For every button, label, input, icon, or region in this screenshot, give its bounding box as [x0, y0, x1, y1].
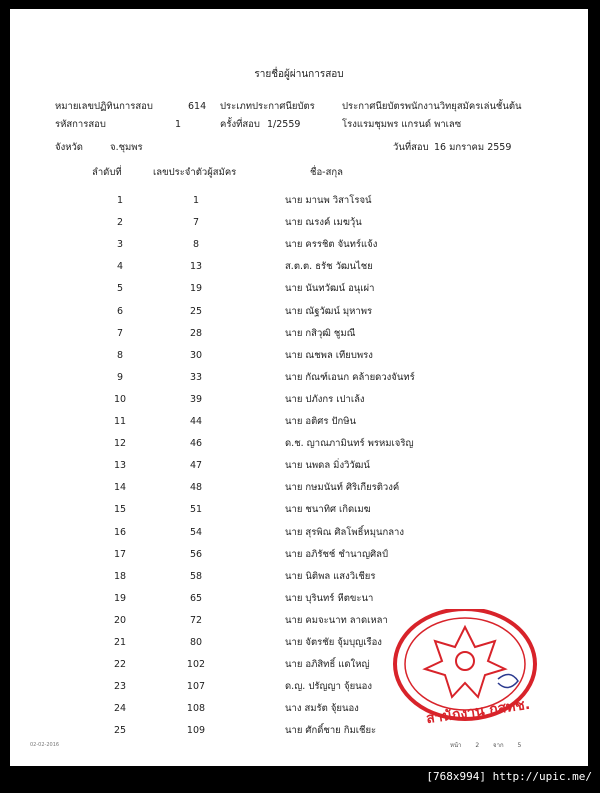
row-applicant-id: 54	[189, 526, 203, 538]
row-name: นาย ครรชิต จันทร์แจ้ง	[285, 239, 378, 251]
table-row	[10, 349, 588, 363]
row-order: 20	[113, 614, 127, 626]
date-value: 16 มกราคม 2559	[434, 142, 512, 153]
row-applicant-id: 108	[186, 703, 206, 715]
row-applicant-id: 72	[189, 614, 203, 626]
table-row	[10, 503, 588, 517]
nbtc-seal-icon	[380, 609, 560, 729]
row-order: 4	[116, 261, 124, 273]
row-order: 9	[116, 371, 124, 383]
round-value: 1/2559	[267, 119, 301, 130]
row-order: 22	[113, 659, 127, 671]
row-applicant-id: 102	[186, 659, 206, 671]
row-applicant-id: 25	[189, 305, 203, 317]
row-order: 10	[113, 393, 127, 405]
row-name: นาย ณรงค์ เมฆวุ้น	[285, 217, 362, 229]
row-name: นาง สมรัต จุ้ยนอง	[285, 703, 359, 715]
row-name: นาย คมจะนาท ลาดเหลา	[285, 614, 388, 626]
row-name: นาย อติศร ปักษิน	[285, 416, 356, 427]
row-applicant-id: 58	[189, 570, 203, 582]
row-order: 16	[113, 526, 127, 538]
table-row	[10, 327, 588, 341]
row-order: 17	[113, 548, 127, 560]
table-row	[10, 459, 588, 473]
row-name: นาย กัณฑ์เอนก คล้ายดวงจันทร์	[285, 371, 415, 383]
row-name: นาย ณัฐวัฒน์ มุหาพร	[285, 305, 373, 317]
row-applicant-id: 8	[192, 239, 200, 251]
table-row	[10, 415, 588, 429]
row-order: 23	[113, 681, 127, 693]
row-applicant-id: 80	[189, 637, 203, 648]
column-header-order: ลำดับที่	[92, 167, 122, 178]
row-applicant-id: 109	[186, 725, 206, 737]
row-applicant-id: 47	[189, 460, 203, 472]
row-name: นาย ปภังกร เปาเล้ง	[285, 393, 365, 405]
code-label: รหัสการสอบ	[55, 119, 106, 130]
row-order: 8	[116, 349, 124, 361]
footer-date: 02-02-2016	[30, 742, 60, 748]
row-order: 12	[113, 438, 127, 450]
type-value: ประกาศนียบัตรพนักงานวิทยุสมัครเล่นชั้นต้น	[342, 101, 522, 112]
row-applicant-id: 56	[189, 548, 203, 560]
row-name: นาย กษมนันท์ ศิริเกียรติวงค์	[285, 482, 400, 494]
row-order: 1	[116, 195, 124, 206]
row-name: นาย นพดล มิ่งวิวัฒน์	[285, 460, 370, 472]
province-label: จังหวัด	[55, 142, 83, 153]
table-row	[10, 526, 588, 540]
row-order: 18	[113, 570, 127, 582]
row-name: นาย ศักดิ์ชาย กิมเชียะ	[285, 725, 377, 737]
row-order: 3	[116, 239, 124, 251]
row-name: นาย กสิวุฒิ ชูมณี	[285, 327, 356, 339]
table-row	[10, 371, 588, 385]
row-applicant-id: 46	[189, 438, 203, 450]
row-applicant-id: 44	[189, 416, 203, 427]
table-row	[10, 238, 588, 252]
row-applicant-id: 28	[189, 327, 203, 339]
table-row	[10, 570, 588, 584]
row-order: 21	[113, 637, 127, 648]
row-name: นาย อภิสิทธิ์ แดใหญ่	[285, 659, 370, 671]
row-order: 2	[116, 217, 124, 229]
row-order: 11	[113, 416, 127, 427]
row-applicant-id: 39	[189, 393, 203, 405]
table-row	[10, 548, 588, 562]
row-order: 19	[113, 592, 127, 604]
row-name: นาย มานพ วิสาโรจน์	[285, 195, 372, 206]
row-applicant-id: 7	[192, 217, 200, 229]
row-applicant-id: 107	[186, 681, 206, 693]
row-name: นาย ชนาทิศ เกิดเมฆ	[285, 504, 371, 516]
row-order: 5	[116, 283, 124, 295]
table-row	[10, 282, 588, 296]
row-name: ด.ญ. ปรัญญา จุ้ยนอง	[285, 681, 372, 693]
row-applicant-id: 33	[189, 371, 203, 383]
table-row	[10, 437, 588, 451]
row-name: นาย ณชพล เทียบพรง	[285, 349, 373, 361]
row-applicant-id: 48	[189, 482, 203, 494]
row-applicant-id: 51	[189, 504, 203, 516]
table-row	[10, 592, 588, 606]
row-applicant-id: 65	[189, 592, 203, 604]
column-header-name: ชื่อ-สกุล	[310, 167, 343, 178]
reg-label: หมายเลขปฏิทินการสอบ	[55, 101, 153, 112]
type-label: ประเภทประกาศนียบัตร	[220, 101, 315, 112]
seal-text: สำนักงาน กสทช.	[425, 696, 532, 728]
watermark-link[interactable]: [768x994] http://upic.me/	[426, 770, 592, 783]
row-order: 7	[116, 327, 124, 339]
reg-value: 614	[188, 101, 207, 112]
row-name: นาย นิติพล แสงวิเชียร	[285, 570, 376, 582]
row-name: นาย อภิรัชช์ ชำนาญศิลป์	[285, 548, 388, 560]
province-value: จ.ชุมพร	[110, 142, 143, 153]
row-name: นาย นันทวัฒน์ อนุเผ่า	[285, 283, 375, 295]
footer-page: หน้า 2 จาก 5	[450, 742, 522, 749]
row-name: ด.ช. ญาณภามินทร์ พรหมเจริญ	[285, 438, 414, 450]
table-row	[10, 194, 588, 208]
table-row	[10, 481, 588, 495]
document-page	[10, 9, 588, 766]
page-title: รายชื่อผู้ผ่านการสอบ	[254, 69, 344, 80]
row-applicant-id: 30	[189, 349, 203, 361]
table-row	[10, 305, 588, 319]
row-order: 13	[113, 460, 127, 472]
table-row	[10, 260, 588, 274]
row-applicant-id: 19	[189, 283, 203, 295]
row-order: 15	[113, 504, 127, 516]
row-name: นาย บุรินทร์ หีตขะนา	[285, 592, 374, 604]
venue: โรงแรมชุมพร แกรนด์ พาเลซ	[342, 119, 462, 130]
row-applicant-id: 1	[192, 195, 200, 206]
row-name: นาย จัตรชัย จุ้มบุญเรือง	[285, 637, 382, 648]
date-label: วันที่สอบ	[393, 142, 429, 153]
row-order: 24	[113, 703, 127, 715]
column-header-applicant-id: เลขประจำตัวผู้สมัคร	[153, 167, 237, 178]
row-order: 25	[113, 725, 127, 737]
table-row	[10, 216, 588, 230]
row-name: ส.ต.ต. ธรัช วัฒนไชย	[285, 261, 373, 273]
row-applicant-id: 13	[189, 261, 203, 273]
row-order: 14	[113, 482, 127, 494]
round-label: ครั้งที่สอบ	[220, 119, 260, 130]
row-name: นาย สุรพิณ ศิลโพธิ์หมุนกลาง	[285, 526, 404, 538]
row-order: 6	[116, 305, 124, 317]
table-row	[10, 393, 588, 407]
code-value: 1	[175, 119, 182, 130]
